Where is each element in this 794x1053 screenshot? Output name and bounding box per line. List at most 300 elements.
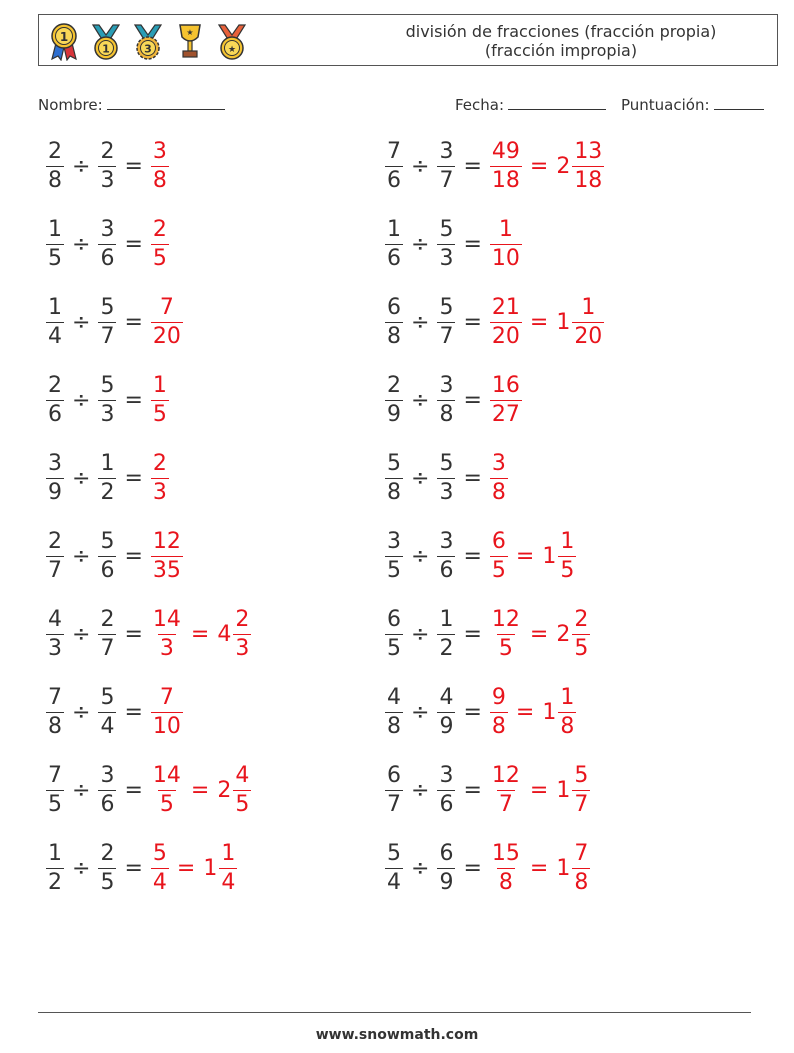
problem-right-5 (383, 445, 510, 511)
mixed-fraction-denominator: 5 (560, 557, 575, 583)
divisor-fraction-numerator: 5 (439, 450, 454, 476)
dividend-fraction-denominator: 5 (387, 635, 401, 661)
answer-fraction (490, 450, 508, 507)
mixed-fraction-denominator: 5 (574, 635, 589, 661)
dividend-fraction (46, 138, 64, 195)
dividend-fraction-denominator: 8 (48, 167, 62, 193)
answer-fraction-numerator: 3 (152, 138, 167, 164)
answer-fraction-denominator: 4 (152, 869, 167, 895)
divide-sign: ÷ (411, 621, 430, 647)
answer-fraction (490, 216, 522, 273)
divisor-fraction (98, 528, 116, 585)
mixed-fraction-numerator: 4 (235, 762, 250, 788)
answer-fraction-numerator: 6 (491, 528, 506, 554)
divide-sign: ÷ (411, 153, 430, 179)
dividend-fraction (385, 606, 403, 663)
dividend-fraction-numerator: 4 (48, 606, 62, 632)
divisor-fraction-denominator: 6 (100, 791, 115, 817)
mixed-fraction-numerator: 5 (574, 762, 589, 788)
equals-sign: = (124, 231, 143, 257)
divisor-fraction (437, 372, 455, 429)
equals-sign: = (124, 387, 143, 413)
equals-sign: = (124, 465, 143, 491)
dividend-fraction-denominator: 2 (48, 869, 62, 895)
divisor-fraction-denominator: 7 (100, 635, 115, 661)
answer-fraction (490, 294, 522, 351)
divide-sign: ÷ (411, 387, 430, 413)
divisor-fraction-numerator: 3 (100, 216, 115, 242)
answer-fraction (490, 138, 522, 195)
divisor-fraction-denominator: 3 (100, 167, 115, 193)
divisor-fraction-numerator: 3 (439, 762, 454, 788)
svg-text:★: ★ (186, 28, 194, 37)
problem-right-9 (383, 757, 592, 823)
dividend-fraction-numerator: 1 (48, 216, 62, 242)
mixed-whole-number: 4 (217, 621, 232, 647)
divisor-fraction (437, 606, 455, 663)
answer-fraction (490, 684, 508, 741)
dividend-fraction (385, 372, 403, 429)
divisor-fraction-denominator: 3 (439, 245, 454, 271)
dividend-fraction-numerator: 3 (48, 450, 62, 476)
answer-fraction (151, 684, 183, 741)
problem-left-3 (44, 289, 185, 355)
equals-sign-answer: = (515, 543, 535, 569)
dividend-fraction-denominator: 5 (48, 791, 62, 817)
equals-sign: = (124, 777, 143, 803)
dividend-fraction (385, 294, 403, 351)
divisor-fraction-numerator: 5 (100, 684, 115, 710)
answer-fraction-denominator: 5 (159, 791, 174, 817)
mixed-fraction (572, 762, 590, 819)
answer-fraction-numerator: 1 (152, 372, 167, 398)
divisor-fraction-numerator: 3 (439, 528, 454, 554)
divisor-fraction (98, 372, 116, 429)
dividend-fraction-numerator: 3 (387, 528, 401, 554)
dividend-fraction-numerator: 5 (387, 450, 401, 476)
mixed-fraction (233, 762, 251, 819)
mixed-fraction-denominator: 5 (235, 791, 250, 817)
answer-fraction-numerator: 2 (152, 216, 167, 242)
dividend-fraction-numerator: 1 (387, 216, 401, 242)
answer-fraction-numerator: 2 (152, 450, 167, 476)
problem-right-10 (383, 835, 592, 901)
mixed-fraction (572, 138, 604, 195)
divisor-fraction (437, 762, 455, 819)
answer-fraction (490, 762, 522, 819)
problem-right-8 (383, 679, 578, 745)
divisor-fraction-denominator: 7 (100, 323, 115, 349)
divide-sign: ÷ (411, 543, 430, 569)
dividend-fraction-numerator: 2 (387, 372, 401, 398)
divisor-fraction (437, 840, 455, 897)
equals-sign: = (124, 543, 143, 569)
mixed-fraction-numerator: 7 (574, 840, 589, 866)
divide-sign: ÷ (411, 231, 430, 257)
mixed-whole-number: 1 (542, 543, 557, 569)
dividend-fraction (385, 138, 403, 195)
divisor-fraction (98, 450, 116, 507)
svg-text:★: ★ (227, 45, 237, 55)
answer-fraction (151, 294, 183, 351)
mixed-fraction (558, 684, 576, 741)
dividend-fraction-denominator: 7 (387, 791, 401, 817)
equals-sign-answer: = (190, 621, 210, 647)
answer-fraction (151, 216, 169, 273)
dividend-fraction-numerator: 7 (48, 762, 62, 788)
divisor-fraction (437, 216, 455, 273)
equals-sign: = (463, 309, 482, 335)
divisor-fraction-numerator: 6 (439, 840, 454, 866)
divisor-fraction-denominator: 8 (439, 401, 454, 427)
mixed-whole-number: 1 (203, 855, 218, 881)
problem-right-3 (383, 289, 606, 355)
equals-sign: = (463, 543, 482, 569)
dividend-fraction (385, 216, 403, 273)
divisor-fraction-numerator: 4 (439, 684, 454, 710)
divide-sign: ÷ (411, 699, 430, 725)
divide-sign: ÷ (72, 231, 91, 257)
answer-fraction-numerator: 7 (159, 684, 174, 710)
dividend-fraction-denominator: 3 (48, 635, 62, 661)
dividend-fraction-denominator: 5 (48, 245, 62, 271)
mixed-whole-number: 2 (556, 153, 571, 179)
equals-sign: = (124, 153, 143, 179)
dividend-fraction (385, 840, 403, 897)
answer-fraction-denominator: 5 (152, 401, 167, 427)
dividend-fraction-denominator: 9 (48, 479, 62, 505)
divisor-fraction (98, 840, 116, 897)
divide-sign: ÷ (411, 777, 430, 803)
answer-fraction-numerator: 1 (498, 216, 513, 242)
answer-fraction-numerator: 49 (491, 138, 520, 164)
dividend-fraction-numerator: 2 (48, 372, 62, 398)
answer-fraction-denominator: 7 (498, 791, 513, 817)
dividend-fraction (46, 216, 64, 273)
answer-fraction-denominator: 8 (491, 713, 506, 739)
divisor-fraction-denominator: 6 (100, 245, 115, 271)
equals-sign-answer: = (190, 777, 210, 803)
problem-left-1 (44, 133, 171, 199)
divisor-fraction-numerator: 1 (439, 606, 454, 632)
equals-sign: = (463, 855, 482, 881)
answer-fraction-denominator: 35 (152, 557, 181, 583)
dividend-fraction (46, 606, 64, 663)
answer-fraction-denominator: 10 (491, 245, 520, 271)
divide-sign: ÷ (72, 777, 91, 803)
dividend-fraction (46, 762, 64, 819)
mixed-whole-number: 2 (217, 777, 232, 803)
equals-sign-answer: = (529, 153, 549, 179)
mixed-fraction-denominator: 20 (574, 323, 603, 349)
answer-fraction-numerator: 12 (152, 528, 181, 554)
divisor-fraction (437, 684, 455, 741)
problem-right-7 (383, 601, 592, 667)
problem-left-8 (44, 679, 185, 745)
dividend-fraction-numerator: 4 (387, 684, 401, 710)
divisor-fraction (437, 294, 455, 351)
equals-sign-answer: = (529, 777, 549, 803)
divisor-fraction-denominator: 2 (100, 479, 115, 505)
answer-fraction-numerator: 12 (491, 762, 520, 788)
answer-fraction-denominator: 18 (491, 167, 520, 193)
divide-sign: ÷ (72, 387, 91, 413)
dividend-fraction-numerator: 2 (48, 138, 62, 164)
divide-sign: ÷ (72, 465, 91, 491)
answer-fraction-denominator: 10 (152, 713, 181, 739)
mixed-fraction-numerator: 2 (574, 606, 589, 632)
divisor-fraction (437, 528, 455, 585)
dividend-fraction-denominator: 6 (48, 401, 62, 427)
equals-sign: = (463, 777, 482, 803)
dividend-fraction (46, 840, 64, 897)
divisor-fraction-numerator: 5 (100, 294, 115, 320)
answer-fraction-denominator: 27 (491, 401, 520, 427)
divisor-fraction-denominator: 6 (100, 557, 115, 583)
answer-fraction-numerator: 14 (152, 606, 181, 632)
answer-fraction (151, 762, 183, 819)
equals-sign: = (463, 699, 482, 725)
divide-sign: ÷ (411, 465, 430, 491)
divisor-fraction (437, 138, 455, 195)
mixed-fraction-denominator: 8 (560, 713, 575, 739)
divisor-fraction-numerator: 5 (439, 216, 454, 242)
divisor-fraction-numerator: 3 (439, 372, 454, 398)
answer-fraction-denominator: 8 (498, 869, 513, 895)
dividend-fraction-numerator: 1 (48, 294, 62, 320)
divisor-fraction (98, 762, 116, 819)
equals-sign: = (463, 153, 482, 179)
divisor-fraction-denominator: 7 (439, 167, 454, 193)
mixed-fraction (572, 840, 590, 897)
dividend-fraction-denominator: 4 (387, 869, 401, 895)
equals-sign-answer: = (529, 855, 549, 881)
problem-right-6 (383, 523, 578, 589)
answer-fraction-numerator: 7 (159, 294, 174, 320)
divide-sign: ÷ (72, 543, 91, 569)
mixed-whole-number: 1 (556, 309, 571, 335)
equals-sign: = (124, 699, 143, 725)
answer-fraction-denominator: 20 (152, 323, 181, 349)
mixed-fraction (219, 840, 237, 897)
equals-sign-answer: = (515, 699, 535, 725)
mixed-fraction-numerator: 1 (221, 840, 236, 866)
divisor-fraction-denominator: 5 (100, 869, 115, 895)
dividend-fraction-denominator: 8 (387, 713, 401, 739)
dividend-fraction-denominator: 7 (48, 557, 62, 583)
mixed-fraction-denominator: 8 (574, 869, 589, 895)
problem-left-7 (44, 601, 253, 667)
divisor-fraction (98, 294, 116, 351)
answer-fraction-numerator: 21 (491, 294, 520, 320)
answer-fraction (151, 450, 169, 507)
problem-right-4 (383, 367, 524, 433)
date-label: Fecha: (455, 96, 505, 114)
equals-sign: = (124, 621, 143, 647)
divisor-fraction-numerator: 5 (100, 528, 115, 554)
mixed-fraction-denominator: 18 (574, 167, 603, 193)
dividend-fraction-numerator: 6 (387, 294, 401, 320)
answer-fraction-denominator: 8 (152, 167, 167, 193)
footer-url: www.snowmath.com (315, 1027, 479, 1043)
divisor-fraction-numerator: 1 (100, 450, 115, 476)
answer-fraction-denominator: 5 (152, 245, 167, 271)
mixed-fraction (233, 606, 251, 663)
answer-fraction-numerator: 12 (491, 606, 520, 632)
answer-fraction (151, 840, 169, 897)
dividend-fraction-denominator: 4 (48, 323, 62, 349)
answer-fraction-numerator: 16 (491, 372, 520, 398)
problem-left-6 (44, 523, 185, 589)
mixed-fraction-numerator: 1 (560, 684, 575, 710)
divisor-fraction-denominator: 9 (439, 713, 454, 739)
mixed-whole-number: 1 (542, 699, 557, 725)
divide-sign: ÷ (72, 855, 91, 881)
mixed-fraction-numerator: 1 (581, 294, 596, 320)
mixed-fraction-numerator: 13 (574, 138, 603, 164)
dividend-fraction-numerator: 7 (387, 138, 401, 164)
answer-fraction-numerator: 15 (491, 840, 520, 866)
divisor-fraction-numerator: 3 (439, 138, 454, 164)
divisor-fraction (98, 606, 116, 663)
dividend-fraction-numerator: 7 (48, 684, 62, 710)
equals-sign: = (463, 621, 482, 647)
answer-fraction-numerator: 3 (491, 450, 506, 476)
divisor-fraction-numerator: 5 (439, 294, 454, 320)
dividend-fraction (385, 450, 403, 507)
svg-text:3: 3 (144, 42, 152, 56)
answer-fraction (490, 606, 522, 663)
divide-sign: ÷ (72, 153, 91, 179)
divisor-fraction-denominator: 3 (439, 479, 454, 505)
svg-text:1: 1 (59, 30, 69, 44)
divide-sign: ÷ (72, 309, 91, 335)
dividend-fraction (46, 528, 64, 585)
answer-fraction-denominator: 5 (491, 557, 506, 583)
problem-left-10 (44, 835, 239, 901)
answer-fraction (151, 372, 169, 429)
equals-sign: = (124, 309, 143, 335)
divisor-fraction (98, 138, 116, 195)
dividend-fraction (46, 372, 64, 429)
answer-fraction-denominator: 5 (498, 635, 513, 661)
divisor-fraction-numerator: 2 (100, 606, 115, 632)
answer-fraction (151, 606, 183, 663)
divisor-fraction-numerator: 2 (100, 840, 115, 866)
answer-fraction-denominator: 3 (152, 479, 167, 505)
score-label: Puntuación: (621, 96, 710, 114)
equals-sign-answer: = (529, 309, 549, 335)
dividend-fraction (46, 684, 64, 741)
answer-fraction (151, 138, 169, 195)
divisor-fraction-numerator: 2 (100, 138, 115, 164)
dividend-fraction-numerator: 2 (48, 528, 62, 554)
answer-fraction-numerator: 14 (152, 762, 181, 788)
equals-sign: = (463, 387, 482, 413)
problem-right-1 (383, 133, 606, 199)
dividend-fraction-denominator: 8 (387, 479, 401, 505)
dividend-fraction-denominator: 8 (48, 713, 62, 739)
dividend-fraction-numerator: 5 (387, 840, 401, 866)
problem-left-4 (44, 367, 171, 433)
dividend-fraction (385, 684, 403, 741)
dividend-fraction (385, 762, 403, 819)
divisor-fraction-denominator: 4 (100, 713, 115, 739)
divisor-fraction-denominator: 7 (439, 323, 454, 349)
mixed-fraction (572, 606, 590, 663)
divide-sign: ÷ (72, 621, 91, 647)
footer-divider (38, 1012, 751, 1013)
divisor-fraction-numerator: 5 (100, 372, 115, 398)
name-label: Nombre: (38, 96, 103, 114)
mixed-fraction (572, 294, 604, 351)
equals-sign: = (124, 855, 143, 881)
title-line-2: (fracción impropia) (484, 41, 638, 60)
problem-left-2 (44, 211, 171, 277)
dividend-fraction-numerator: 6 (387, 762, 401, 788)
mixed-fraction (558, 528, 576, 585)
equals-sign-answer: = (176, 855, 196, 881)
equals-sign: = (463, 231, 482, 257)
divide-sign: ÷ (411, 309, 430, 335)
divisor-fraction (437, 450, 455, 507)
svg-text:1: 1 (102, 42, 110, 56)
dividend-fraction (385, 528, 403, 585)
answer-fraction (490, 528, 508, 585)
mixed-whole-number: 2 (556, 621, 571, 647)
divisor-fraction (98, 684, 116, 741)
dividend-fraction-denominator: 9 (387, 401, 401, 427)
problem-left-5 (44, 445, 171, 511)
divisor-fraction-denominator: 9 (439, 869, 454, 895)
dividend-fraction-numerator: 1 (48, 840, 62, 866)
dividend-fraction-denominator: 6 (387, 167, 401, 193)
answer-fraction-denominator: 3 (159, 635, 174, 661)
answer-fraction (490, 372, 522, 429)
dividend-fraction-denominator: 5 (387, 557, 401, 583)
dividend-fraction (46, 294, 64, 351)
title-line-1: división de fracciones (fracción propia) (405, 22, 717, 41)
answer-fraction (151, 528, 183, 585)
divide-sign: ÷ (72, 699, 91, 725)
divisor-fraction-denominator: 2 (439, 635, 454, 661)
equals-sign-answer: = (529, 621, 549, 647)
divisor-fraction-denominator: 6 (439, 557, 454, 583)
mixed-whole-number: 1 (556, 855, 571, 881)
answer-fraction-denominator: 20 (491, 323, 520, 349)
mixed-fraction-denominator: 4 (221, 869, 236, 895)
divide-sign: ÷ (411, 855, 430, 881)
divisor-fraction (98, 216, 116, 273)
mixed-whole-number: 1 (556, 777, 571, 803)
mixed-fraction-denominator: 7 (574, 791, 589, 817)
dividend-fraction-denominator: 8 (387, 323, 401, 349)
mixed-fraction-numerator: 1 (560, 528, 575, 554)
divisor-fraction-denominator: 3 (100, 401, 115, 427)
answer-fraction-numerator: 9 (491, 684, 506, 710)
problem-right-2 (383, 211, 524, 277)
answer-fraction-denominator: 8 (491, 479, 506, 505)
dividend-fraction (46, 450, 64, 507)
mixed-fraction-numerator: 2 (235, 606, 250, 632)
divisor-fraction-numerator: 3 (100, 762, 115, 788)
answer-fraction (490, 840, 522, 897)
divisor-fraction-denominator: 6 (439, 791, 454, 817)
equals-sign: = (463, 465, 482, 491)
dividend-fraction-numerator: 6 (387, 606, 401, 632)
dividend-fraction-denominator: 6 (387, 245, 401, 271)
mixed-fraction-denominator: 3 (235, 635, 250, 661)
